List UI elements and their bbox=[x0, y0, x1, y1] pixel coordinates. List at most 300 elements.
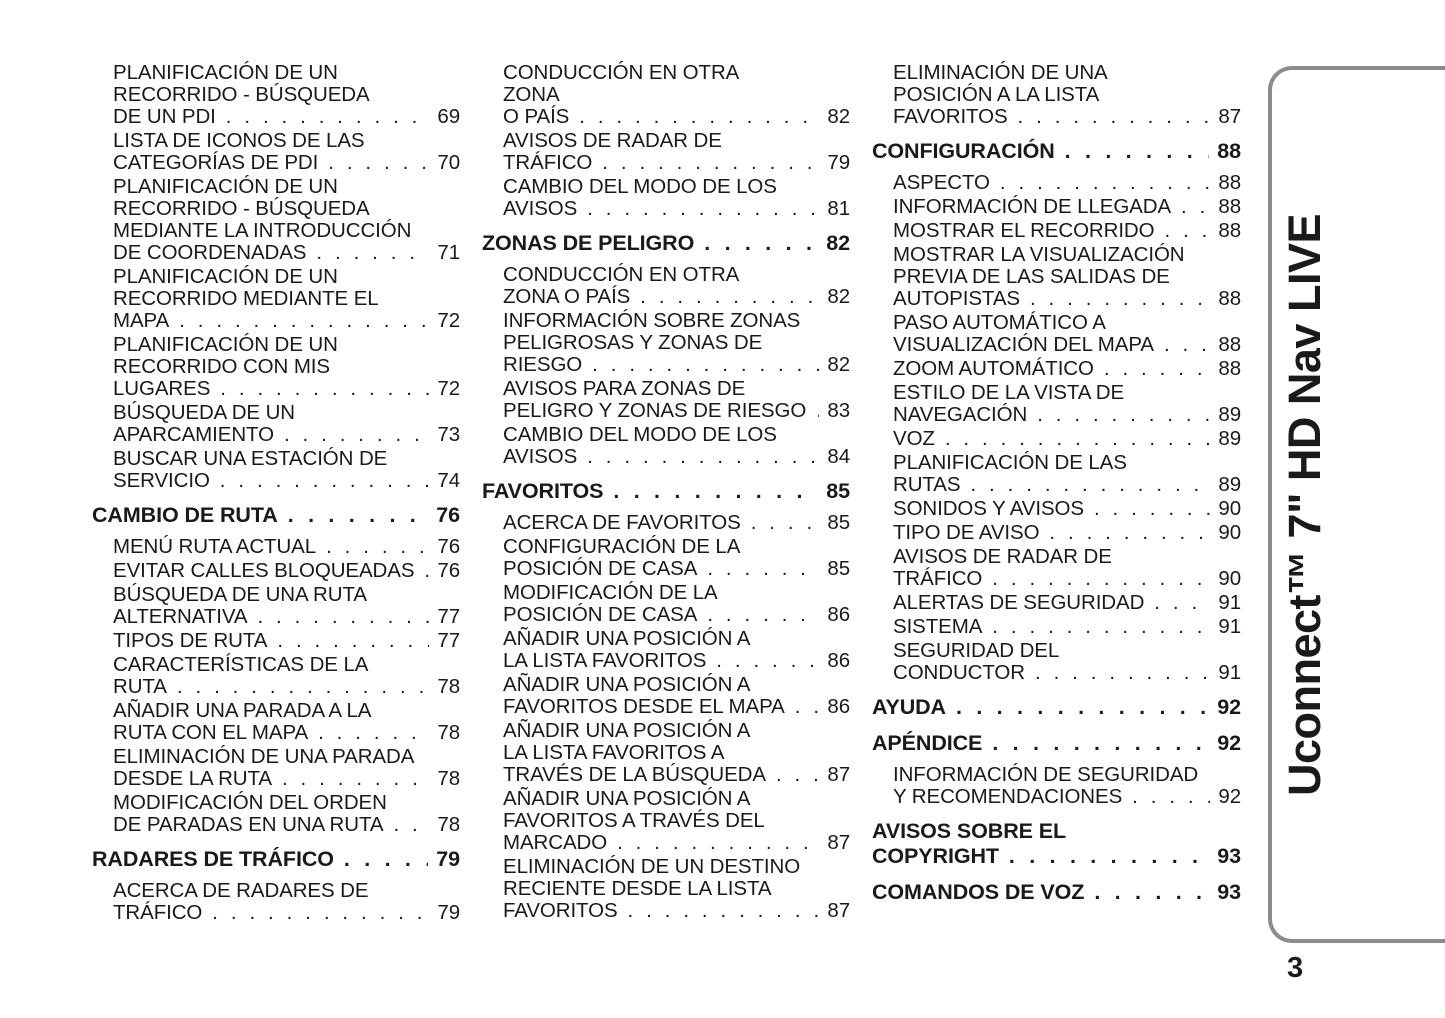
toc-page-number: 72 bbox=[437, 309, 460, 332]
toc-entry-text: CARACTERÍSTICAS DE LA bbox=[113, 653, 369, 676]
toc-entry-text: RECORRIDO - BÚSQUEDA bbox=[113, 197, 370, 220]
toc-entry-text: RUTAS bbox=[893, 473, 961, 496]
toc-entry-text: APÉNDICE bbox=[872, 731, 983, 755]
toc-entry-text: ZOOM AUTOMÁTICO bbox=[893, 357, 1094, 380]
toc-entry-line bbox=[872, 819, 1241, 844]
toc-entry bbox=[92, 746, 460, 790]
toc-entry bbox=[872, 62, 1241, 128]
toc-entry-line bbox=[503, 696, 850, 718]
toc-entry-text: RECIENTE DESDE LA LISTA bbox=[503, 877, 772, 900]
toc-entry-text: ELIMINACIÓN DE UN DESTINO bbox=[503, 855, 801, 878]
toc-page-number: 79 bbox=[437, 901, 460, 924]
toc-entry-text: INFORMACIÓN DE LLEGADA bbox=[893, 195, 1172, 218]
dot-leader bbox=[1035, 662, 1210, 684]
toc-entry-line bbox=[893, 428, 1241, 450]
toc-entry-line bbox=[113, 902, 460, 924]
toc-section-heading bbox=[872, 731, 1241, 756]
toc-entry-line bbox=[893, 662, 1241, 684]
toc-entry-line bbox=[113, 746, 460, 768]
toc-entry-line bbox=[503, 582, 850, 604]
toc-entry-text: RIESGO bbox=[503, 353, 583, 376]
toc-page-number: 88 bbox=[1218, 171, 1241, 194]
toc-entry bbox=[482, 310, 850, 376]
toc-entry-text: FAVORITOS bbox=[503, 899, 618, 922]
toc-entry-text: LA LISTA FAVORITOS bbox=[503, 649, 707, 672]
toc-entry-line bbox=[113, 402, 460, 424]
dot-leader bbox=[707, 604, 819, 626]
dot-leader bbox=[1132, 786, 1210, 808]
toc-entry-line bbox=[872, 844, 1241, 869]
toc-entry-line bbox=[503, 650, 850, 672]
toc-entry-line bbox=[113, 560, 460, 582]
toc-entry bbox=[92, 176, 460, 264]
toc-section-heading bbox=[872, 880, 1241, 905]
toc-section-heading bbox=[92, 503, 460, 528]
toc-entry-line bbox=[113, 288, 460, 310]
toc-entry bbox=[872, 220, 1241, 242]
toc-entry-line bbox=[503, 832, 850, 854]
toc-column-3 bbox=[872, 62, 1241, 913]
toc-entry-line bbox=[893, 266, 1241, 288]
toc-entry-line bbox=[503, 810, 850, 832]
toc-entry bbox=[92, 792, 460, 836]
toc-entry bbox=[482, 582, 850, 626]
toc-entry-text: ALERTAS DE SEGURIDAD bbox=[893, 591, 1145, 614]
toc-entry-line bbox=[113, 130, 460, 152]
toc-entry bbox=[872, 196, 1241, 218]
toc-entry bbox=[92, 700, 460, 744]
toc-page-number: 88 bbox=[1218, 219, 1241, 242]
dot-leader bbox=[326, 536, 429, 558]
toc-entry-line bbox=[113, 356, 460, 378]
toc-entry-text: MENÚ RUTA ACTUAL bbox=[113, 535, 317, 558]
toc-section-heading bbox=[872, 819, 1241, 869]
toc-entry-line bbox=[113, 266, 460, 288]
toc-page-number: 91 bbox=[1218, 591, 1241, 614]
toc-entry bbox=[872, 764, 1241, 808]
toc-entry-line bbox=[503, 332, 850, 354]
toc-page-number: 89 bbox=[1218, 427, 1241, 450]
toc-page-number: 90 bbox=[1218, 567, 1241, 590]
toc-entry-line bbox=[113, 768, 460, 790]
toc-entry-text: AVISOS bbox=[503, 197, 578, 220]
toc-entry-line bbox=[503, 354, 850, 376]
toc-entry-line bbox=[113, 334, 460, 356]
toc-entry-text: PLANIFICACIÓN DE UN bbox=[113, 175, 338, 198]
toc-entry-text: ZONAS DE PELIGRO bbox=[482, 231, 695, 255]
toc-entry bbox=[872, 640, 1241, 684]
toc-entry-text: AVISOS SOBRE EL bbox=[872, 819, 1067, 843]
dot-leader bbox=[1037, 404, 1210, 426]
toc-entry-line bbox=[482, 231, 850, 256]
toc-entry bbox=[872, 592, 1241, 614]
toc-page-number: 91 bbox=[1218, 661, 1241, 684]
toc-page-number: 87 bbox=[827, 763, 850, 786]
toc-entry-line bbox=[113, 106, 460, 128]
toc-entry-text: RECORRIDO CON MIS bbox=[113, 355, 330, 378]
toc-entry bbox=[92, 402, 460, 446]
toc-entry-text: ZONA bbox=[503, 83, 560, 106]
toc-entry-text: AVISOS DE RADAR DE bbox=[503, 129, 722, 152]
toc-entry-line bbox=[113, 654, 460, 676]
toc-entry-text: VOZ bbox=[893, 427, 935, 450]
toc-entry-line bbox=[503, 720, 850, 742]
toc-entry bbox=[872, 498, 1241, 520]
toc-entry-text: CONFIGURACIÓN DE LA bbox=[503, 535, 741, 558]
toc-page-number: 69 bbox=[437, 105, 460, 128]
toc-entry-line bbox=[503, 878, 850, 900]
toc-entry bbox=[872, 358, 1241, 380]
toc-entry bbox=[872, 616, 1241, 638]
toc-page-number: 78 bbox=[437, 721, 460, 744]
toc-page-number: 93 bbox=[1217, 880, 1241, 904]
dot-leader bbox=[617, 832, 819, 854]
toc-page-number: 87 bbox=[827, 831, 850, 854]
toc-entry-text: PLANIFICACIÓN DE UN bbox=[113, 333, 338, 356]
toc-entry-text: CONDUCTOR bbox=[893, 661, 1025, 684]
toc-entry-text: AÑADIR UNA POSICIÓN A bbox=[503, 719, 751, 742]
toc-entry-line bbox=[503, 604, 850, 626]
toc-entry-text: TIPO DE AVISO bbox=[893, 521, 1040, 544]
dot-leader bbox=[776, 764, 819, 786]
toc-entry-text: AÑADIR UNA POSICIÓN A bbox=[503, 673, 751, 696]
dot-leader bbox=[257, 606, 429, 628]
toc-entry-text: AÑADIR UNA PARADA A LA bbox=[113, 699, 372, 722]
toc-entry-line bbox=[893, 546, 1241, 568]
toc-page-number: 78 bbox=[437, 813, 460, 836]
toc-entry-text: MOSTRAR LA VISUALIZACIÓN bbox=[893, 243, 1185, 266]
toc-entry-line bbox=[113, 536, 460, 558]
toc-entry bbox=[482, 536, 850, 580]
toc-entry-text: AVISOS PARA ZONAS DE bbox=[503, 377, 746, 400]
toc-entry-line bbox=[893, 764, 1241, 786]
toc-entry-text: CAMBIO DE RUTA bbox=[92, 503, 278, 527]
toc-page-number: 88 bbox=[1217, 139, 1241, 163]
toc-page-number: 89 bbox=[1218, 473, 1241, 496]
toc-entry-text: TRÁFICO bbox=[113, 901, 203, 924]
dot-leader bbox=[1094, 880, 1209, 905]
toc-entry-line bbox=[113, 792, 460, 814]
toc-page-number: 86 bbox=[827, 695, 850, 718]
toc-entry-line bbox=[893, 592, 1241, 614]
toc-entry-text: RUTA bbox=[113, 675, 167, 698]
dot-leader bbox=[992, 616, 1210, 638]
toc-entry-line bbox=[503, 400, 850, 422]
toc-entry-text: SERVICIO bbox=[113, 469, 210, 492]
toc-page-number: 92 bbox=[1218, 785, 1241, 808]
toc-entry-text: FAVORITOS A TRAVÉS DEL bbox=[503, 809, 765, 832]
toc-entry-text: PLANIFICACIÓN DE LAS bbox=[893, 451, 1127, 474]
toc-entry-text: RUTA CON EL MAPA bbox=[113, 721, 309, 744]
toc-entry bbox=[872, 546, 1241, 590]
toc-entry-line bbox=[893, 62, 1241, 84]
dot-leader bbox=[220, 378, 429, 400]
dot-leader bbox=[177, 676, 430, 698]
toc-page-number: 88 bbox=[1218, 287, 1241, 310]
dot-leader bbox=[956, 695, 1209, 720]
toc-entry-line bbox=[503, 286, 850, 308]
toc-page-number: 78 bbox=[437, 675, 460, 698]
dot-leader bbox=[277, 630, 429, 652]
toc-entry-text: MOSTRAR EL RECORRIDO bbox=[893, 219, 1155, 242]
dot-leader bbox=[587, 446, 819, 468]
toc-section-heading bbox=[482, 231, 850, 256]
toc-entry-text: LISTA DE ICONOS DE LAS bbox=[113, 129, 365, 152]
dot-leader bbox=[992, 568, 1210, 590]
toc-entry-text: BUSCAR UNA ESTACIÓN DE bbox=[113, 447, 388, 470]
toc-page-number: 82 bbox=[827, 285, 850, 308]
toc-entry-text: ACERCA DE RADARES DE bbox=[113, 879, 369, 902]
toc-entry-text: CAMBIO DEL MODO DE LOS bbox=[503, 175, 777, 198]
toc-entry bbox=[482, 674, 850, 718]
toc-entry bbox=[92, 536, 460, 558]
toc-entry-text: ELIMINACIÓN DE UNA PARADA bbox=[113, 745, 415, 768]
toc-entry-line bbox=[113, 814, 460, 836]
toc-entry-line bbox=[872, 880, 1241, 905]
toc-entry bbox=[92, 334, 460, 400]
dot-leader bbox=[1049, 522, 1210, 544]
toc-entry bbox=[872, 522, 1241, 544]
toc-entry-line bbox=[893, 404, 1241, 426]
toc-entry-line bbox=[893, 106, 1241, 128]
dot-leader bbox=[288, 503, 429, 528]
toc-entry-text: ACERCA DE FAVORITOS bbox=[503, 511, 741, 534]
toc-entry-text: EVITAR CALLES BLOQUEADAS bbox=[113, 559, 415, 582]
dot-leader bbox=[316, 242, 429, 264]
toc-page-number: 91 bbox=[1218, 615, 1241, 638]
toc-entry-text: CONDUCCIÓN EN OTRA bbox=[503, 263, 740, 286]
page-number: 3 bbox=[1287, 952, 1304, 984]
toc-page-number: 86 bbox=[827, 603, 850, 626]
dot-leader bbox=[1165, 220, 1211, 242]
toc-entry-text: FAVORITOS DESDE EL MAPA bbox=[503, 695, 785, 718]
toc-section-heading bbox=[872, 695, 1241, 720]
toc-page-number: 90 bbox=[1218, 521, 1241, 544]
toc-page-number: 88 bbox=[1218, 195, 1241, 218]
dot-leader bbox=[220, 470, 430, 492]
toc-entry-line bbox=[503, 176, 850, 198]
toc-entry-text: ELIMINACIÓN DE UNA bbox=[893, 61, 1108, 84]
toc-entry bbox=[92, 448, 460, 492]
toc-entry-text: CAMBIO DEL MODO DE LOS bbox=[503, 423, 777, 446]
toc-entry-text: MODIFICACIÓN DE LA bbox=[503, 581, 718, 604]
toc-entry-text: BÚSQUEDA DE UNA RUTA bbox=[113, 583, 367, 606]
toc-entry-line bbox=[503, 742, 850, 764]
toc-entry-line bbox=[893, 474, 1241, 496]
toc-entry-text: ASPECTO bbox=[893, 171, 990, 194]
toc-entry-line bbox=[503, 310, 850, 332]
toc-entry-text: MODIFICACIÓN DEL ORDEN bbox=[113, 791, 387, 814]
toc-entry bbox=[482, 788, 850, 854]
toc-entry bbox=[482, 424, 850, 468]
toc-section-heading bbox=[482, 479, 850, 504]
dot-leader bbox=[1018, 106, 1211, 128]
toc-entry-text: POSICIÓN DE CASA bbox=[503, 603, 698, 626]
toc-entry-text: TIPOS DE RUTA bbox=[113, 629, 268, 652]
toc-section-heading bbox=[872, 139, 1241, 164]
dot-leader bbox=[424, 560, 429, 582]
toc-entry-text: AVISOS DE RADAR DE bbox=[893, 545, 1112, 568]
dot-leader bbox=[1094, 498, 1210, 520]
toc-entry-text: ALTERNATIVA bbox=[113, 605, 248, 628]
toc-entry-line bbox=[503, 378, 850, 400]
toc-entry bbox=[482, 264, 850, 308]
toc-page-number: 82 bbox=[827, 353, 850, 376]
toc-entry-line bbox=[92, 847, 460, 872]
toc-page-number: 93 bbox=[1217, 844, 1241, 868]
toc-entry-text: TRÁFICO bbox=[893, 567, 983, 590]
toc-entry bbox=[482, 130, 850, 174]
toc-entry-text: NAVEGACIÓN bbox=[893, 403, 1028, 426]
toc-entry-line bbox=[113, 722, 460, 744]
toc-entry bbox=[92, 266, 460, 332]
toc-column-1 bbox=[92, 62, 460, 926]
toc-entry-text: MARCADO bbox=[503, 831, 608, 854]
toc-entry-line bbox=[893, 568, 1241, 590]
toc-entry-line bbox=[503, 856, 850, 878]
toc-entry-line bbox=[113, 584, 460, 606]
toc-page-number: 79 bbox=[436, 847, 460, 871]
toc-page-number: 83 bbox=[827, 399, 850, 422]
toc-entry-text: POSICIÓN DE CASA bbox=[503, 557, 698, 580]
dot-leader bbox=[613, 479, 818, 504]
toc-page-number: 70 bbox=[437, 151, 460, 174]
dot-leader bbox=[592, 354, 819, 376]
toc-entry-line bbox=[113, 378, 460, 400]
dot-leader bbox=[1000, 172, 1210, 194]
toc-entry-text: MEDIANTE LA INTRODUCCIÓN bbox=[113, 219, 412, 242]
toc-page-number: 87 bbox=[1218, 105, 1241, 128]
toc-entry-line bbox=[503, 764, 850, 786]
toc-entry-text: TRAVÉS DE LA BÚSQUEDA bbox=[503, 763, 766, 786]
toc-entry-text: COPYRIGHT bbox=[872, 844, 999, 868]
toc-entry-line bbox=[113, 220, 460, 242]
dot-leader bbox=[970, 474, 1210, 496]
toc-entry-line bbox=[503, 512, 850, 534]
toc-entry bbox=[482, 62, 850, 128]
toc-entry bbox=[92, 560, 460, 582]
toc-page-number: 76 bbox=[436, 503, 460, 527]
toc-entry-line bbox=[503, 264, 850, 286]
toc-entry-line bbox=[893, 382, 1241, 404]
dot-leader bbox=[226, 106, 430, 128]
toc-entry bbox=[872, 244, 1241, 310]
toc-entry-line bbox=[893, 244, 1241, 266]
toc-entry-line bbox=[113, 84, 460, 106]
toc-entry-text: ZONA O PAÍS bbox=[503, 285, 631, 308]
toc-entry-text: DE COORDENADAS bbox=[113, 241, 307, 264]
toc-entry bbox=[872, 428, 1241, 450]
toc-entry-text: INFORMACIÓN SOBRE ZONAS bbox=[503, 309, 801, 332]
toc-entry-line bbox=[503, 788, 850, 810]
toc-entry-line bbox=[503, 900, 850, 922]
toc-entry bbox=[92, 630, 460, 652]
dot-leader bbox=[628, 900, 820, 922]
toc-entry-line bbox=[113, 448, 460, 470]
dot-leader bbox=[318, 722, 429, 744]
toc-entry-text: AVISOS bbox=[503, 445, 578, 468]
toc-page-number: 74 bbox=[437, 469, 460, 492]
toc-entry bbox=[92, 584, 460, 628]
toc-entry-line bbox=[113, 424, 460, 446]
toc-entry-text: LUGARES bbox=[113, 377, 211, 400]
toc-page-number: 85 bbox=[827, 557, 850, 580]
toc-entry bbox=[872, 382, 1241, 426]
toc-entry-line bbox=[872, 731, 1241, 756]
toc-entry bbox=[92, 880, 460, 924]
toc-entry-line bbox=[872, 139, 1241, 164]
toc-entry-text: ESTILO DE LA VISTA DE bbox=[893, 381, 1125, 404]
toc-entry-text: AÑADIR UNA POSICIÓN A bbox=[503, 787, 751, 810]
toc-entry-line bbox=[893, 452, 1241, 474]
toc-entry-line bbox=[893, 334, 1241, 356]
toc-entry-line bbox=[113, 700, 460, 722]
toc-entry-text: AÑADIR UNA POSICIÓN A bbox=[503, 627, 751, 650]
toc-entry-line bbox=[893, 172, 1241, 194]
toc-entry-text: SONIDOS Y AVISOS bbox=[893, 497, 1084, 520]
dot-leader bbox=[579, 106, 819, 128]
dot-leader bbox=[1181, 196, 1210, 218]
toc-entry-line bbox=[872, 695, 1241, 720]
toc-entry-text: APARCAMIENTO bbox=[113, 423, 274, 446]
toc-entry bbox=[92, 130, 460, 174]
toc-entry-text: RECORRIDO MEDIANTE EL bbox=[113, 287, 379, 310]
dot-leader bbox=[751, 512, 820, 534]
dot-leader bbox=[707, 558, 819, 580]
toc-page-number: 88 bbox=[1218, 333, 1241, 356]
toc-entry-text: PLANIFICACIÓN DE UN bbox=[113, 265, 338, 288]
toc-page-number: 87 bbox=[827, 899, 850, 922]
toc-entry-line bbox=[113, 630, 460, 652]
toc-entry-text: PLANIFICACIÓN DE UN bbox=[113, 61, 338, 84]
toc-page-number: 82 bbox=[827, 105, 850, 128]
toc-entry-text: RECORRIDO - BÚSQUEDA bbox=[113, 83, 370, 106]
toc-entry-text: MAPA bbox=[113, 309, 170, 332]
toc-entry-text: VISUALIZACIÓN DEL MAPA bbox=[893, 333, 1154, 356]
dot-leader bbox=[1154, 592, 1210, 614]
toc-entry-text: FAVORITOS bbox=[482, 479, 604, 503]
toc-entry-line bbox=[503, 106, 850, 128]
toc-entry-line bbox=[503, 628, 850, 650]
toc-entry-text: Y RECOMENDACIONES bbox=[893, 785, 1123, 808]
toc-entry bbox=[872, 312, 1241, 356]
toc-entry-line bbox=[503, 674, 850, 696]
toc-entry-text: PASO AUTOMÁTICO A bbox=[893, 311, 1106, 334]
toc-entry-line bbox=[503, 424, 850, 446]
toc-page-number: 89 bbox=[1218, 403, 1241, 426]
toc-entry bbox=[482, 628, 850, 672]
toc-entry-text: O PAÍS bbox=[503, 105, 570, 128]
toc-entry-line bbox=[893, 640, 1241, 662]
toc-entry-line bbox=[893, 220, 1241, 242]
dot-leader bbox=[945, 428, 1211, 450]
toc-entry-text: AYUDA bbox=[872, 695, 946, 719]
toc-page-number: 85 bbox=[826, 479, 850, 503]
toc-entry-line bbox=[113, 676, 460, 698]
toc-entry-line bbox=[893, 84, 1241, 106]
dot-leader bbox=[282, 768, 429, 790]
toc-entry-line bbox=[113, 152, 460, 174]
toc-page-number: 72 bbox=[437, 377, 460, 400]
toc-entry bbox=[482, 856, 850, 922]
toc-entry-line bbox=[113, 198, 460, 220]
toc-entry-text: DE PARADAS EN UNA RUTA bbox=[113, 813, 384, 836]
toc-page-number: 79 bbox=[827, 151, 850, 174]
toc-page-number: 82 bbox=[826, 231, 850, 255]
toc-entry-text: POSICIÓN A LA LISTA bbox=[893, 83, 1100, 106]
toc-entry-line bbox=[893, 288, 1241, 310]
toc-entry-text: INFORMACIÓN DE SEGURIDAD bbox=[893, 763, 1199, 786]
